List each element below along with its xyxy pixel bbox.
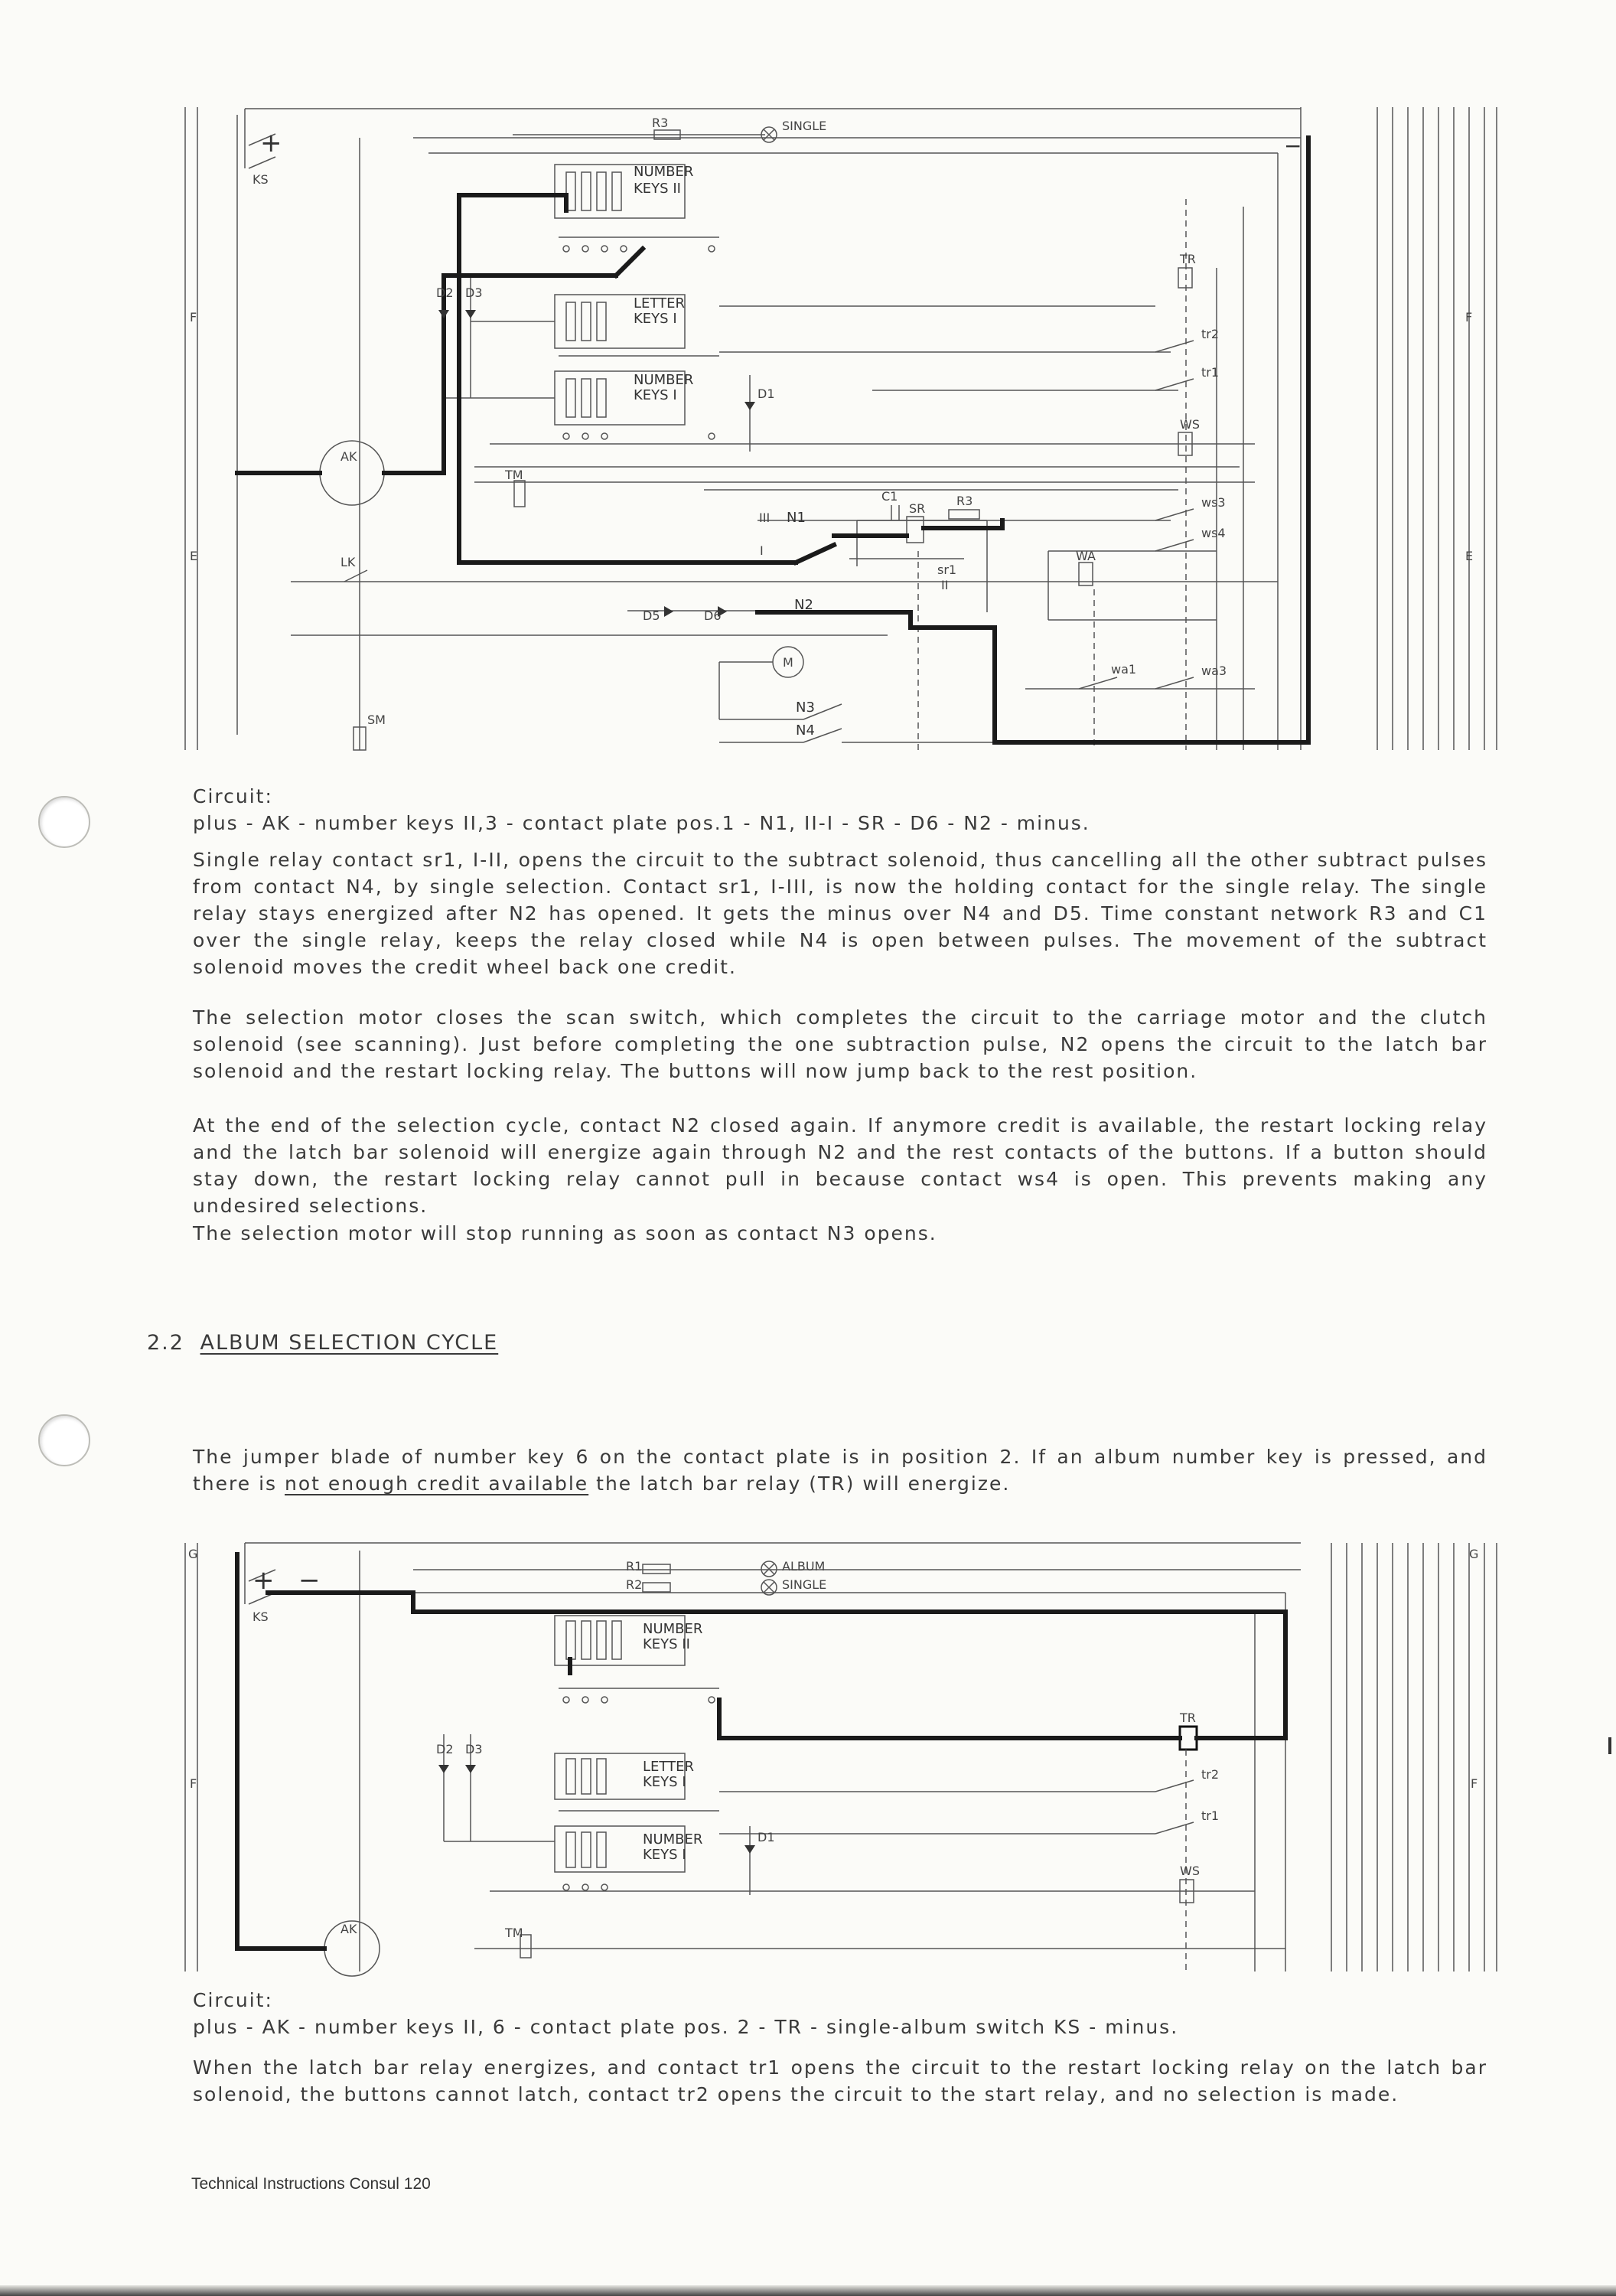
d1-f-left-label: F: [190, 310, 197, 325]
d1-e-right-label: E: [1465, 549, 1474, 563]
d1-ak-label: AK: [340, 449, 357, 464]
d1-d3-label: D3: [465, 285, 483, 300]
edge-mark: [1608, 1737, 1611, 1754]
circuit-description-2: [193, 1987, 1487, 2040]
circuit-diagram-single-selection: [184, 92, 1500, 765]
d1-ii-label: II: [941, 578, 949, 592]
d1-c1-label: C1: [881, 489, 898, 504]
d2-g-right-label: G: [1469, 1547, 1479, 1561]
d1-sr-label: SR: [909, 501, 926, 516]
explanation-paragraph-4: The selection motor will stop running as soon as contact N3 opens.: [193, 1222, 937, 1244]
explanation-paragraph-2: The selection motor closes the scan switch, which completes the circuit to the carriage motor and the clutch solenoid (see scanning). Just before completing the one subtraction pulse, N2 opens the circuit to the latch bar solenoid and the restart locking relay. The buttons will now jump back to the rest position.: [193, 1006, 1487, 1082]
d1-n4-label: N4: [796, 722, 815, 739]
d1-n3-label: N3: [796, 700, 815, 716]
d2-d1-label: D1: [758, 1830, 775, 1844]
d2-ws-label: WS: [1180, 1864, 1200, 1878]
d2-ks-label: KS: [252, 1609, 269, 1624]
d1-i-label: I: [760, 543, 764, 558]
d1-d1-label: D1: [758, 386, 775, 401]
circuit-label-2: Circuit:: [193, 1989, 273, 2011]
d1-wa3-label: wa3: [1201, 664, 1227, 678]
d2-number-keys-ii-label-2: KEYS II: [643, 1636, 690, 1652]
circuit-path-1: plus - AK - number keys II,3 - contact plate pos.1 - N1, II-I - SR - D6 - N2 - minus.: [193, 812, 1090, 834]
d1-letter-keys-label-1: LETTER: [634, 295, 685, 311]
page-footer: Technical Instructions Consul 120: [191, 2175, 431, 2193]
section-number: 2.2: [147, 1331, 184, 1355]
d1-r3-label: R3: [652, 116, 669, 130]
d1-wa1-label: wa1: [1111, 662, 1137, 677]
d2-letter-keys-label-1: LETTER: [643, 1759, 694, 1775]
d2-number-keys-i-label-2: KEYS I: [643, 1847, 686, 1863]
d2-r2-label: R2: [626, 1577, 643, 1592]
d2-plus-label: +: [252, 1565, 275, 1596]
d2-tr2-label: tr2: [1201, 1767, 1220, 1782]
d2-tr1-label: tr1: [1201, 1808, 1220, 1823]
d1-single-label: SINGLE: [782, 119, 827, 133]
d1-tm-label: TM: [505, 468, 523, 482]
d1-number-keys-i-label-1: NUMBER: [634, 372, 694, 388]
d2-number-keys-i-label-1: NUMBER: [643, 1831, 703, 1848]
d1-number-keys-ii-label-2: KEYS II: [634, 181, 681, 197]
circuit-diagram-album-selection: [184, 1535, 1500, 1978]
d1-e-left-label: E: [190, 549, 198, 563]
circuit-label-1: Circuit:: [193, 785, 273, 807]
d2-letter-keys-label-2: KEYS I: [643, 1774, 686, 1790]
d1-d6-label: D6: [704, 608, 722, 623]
d2-ak-label: AK: [340, 1922, 357, 1936]
d1-m-label: M: [783, 655, 793, 670]
d1-ws4-label: ws4: [1201, 526, 1226, 540]
d1-d5-label: D5: [643, 608, 660, 623]
d1-plus-label: +: [260, 128, 282, 158]
d1-number-keys-i-label-2: KEYS I: [634, 387, 677, 403]
d2-r1-label: R1: [626, 1559, 643, 1574]
circuit-description-1: [193, 783, 1487, 837]
d1-ws3-label: ws3: [1201, 495, 1226, 510]
d1-d2-label: D2: [436, 285, 454, 300]
circuit-path-2: plus - AK - number keys II, 6 - contact plate pos. 2 - TR - single-album switch KS - minus.: [193, 2016, 1179, 2038]
d2-f-right-label: F: [1471, 1776, 1478, 1791]
d2-g-left-label: G: [188, 1547, 198, 1561]
d2-d3-label: D3: [465, 1742, 483, 1756]
d2-d2-label: D2: [436, 1742, 454, 1756]
underlined-phrase: not enough credit available: [285, 1473, 589, 1495]
d1-lk-label: LK: [340, 555, 356, 569]
d2-minus-label: −: [298, 1565, 321, 1596]
punch-hole-bottom: [38, 1414, 90, 1466]
d1-number-keys-ii-label-1: NUMBER: [634, 164, 694, 180]
explanation-paragraph-3: At the end of the selection cycle, contact N2 closed again. If anymore credit is available, the restart locking relay and the latch bar solenoid will energize again through N2 and the rest contacts of the buttons. If a button should stay down, the restart locking relay cannot pull in because contact ws4 is open. This prevents making any undesired selections.: [193, 1114, 1487, 1217]
section-title: ALBUM SELECTION CYCLE: [200, 1331, 499, 1355]
d2-single-label: SINGLE: [782, 1577, 827, 1592]
d1-wa-label: WA: [1076, 549, 1096, 563]
d2-f-left-label: F: [190, 1776, 197, 1791]
d2-tm-label: TM: [505, 1926, 523, 1940]
latch-relay-paragraph: When the latch bar relay energizes, and contact tr1 opens the circuit to the restart locking relay on the latch bar solenoid, the buttons cannot latch, contact tr2 opens the circuit to the start relay, and no selection is made.: [193, 2056, 1487, 2105]
d1-r3b-label: R3: [956, 494, 973, 508]
album-intro-paragraph: The jumper blade of number key 6 on the contact plate is in position 2. If an album number key is pressed, and there is not enough credit available the latch bar relay (TR) will energize.: [193, 1446, 1487, 1495]
d1-sm-label: SM: [367, 713, 386, 727]
d2-album-label: ALBUM: [782, 1559, 826, 1574]
punch-hole-top: [38, 796, 90, 848]
d1-iii-label: III: [759, 510, 771, 525]
d1-tr1-label: tr1: [1201, 365, 1220, 380]
d1-minus-label: −: [1284, 133, 1302, 158]
explanation-paragraph-1: Single relay contact sr1, I-II, opens the circuit to the subtract solenoid, thus cancelling all the other subtract pulses from contact N4, by single selection. Contact sr1, I-III, is now the holding contact for the single relay. The single relay stays energized after N2 has opened. It gets the minus over N4 and D5. Time constant network R3 and C1 over the single relay, keeps the relay closed while N4 is open between pulses. The movement of the subtract solenoid moves the credit wheel back one credit.: [193, 849, 1487, 978]
d1-f-right-label: F: [1465, 310, 1473, 325]
section-heading: [147, 1329, 498, 1356]
bottom-edge-shadow: [0, 2285, 1616, 2296]
d1-n1-label: N1: [787, 510, 806, 526]
d1-ws-label: WS: [1180, 417, 1200, 432]
d2-number-keys-ii-label-1: NUMBER: [643, 1621, 703, 1637]
d1-ks-label: KS: [252, 172, 269, 187]
d1-tr-label: TR: [1180, 252, 1196, 266]
d1-tr2-label: tr2: [1201, 327, 1220, 341]
d2-tr-label: TR: [1180, 1711, 1196, 1725]
d1-sr1-label: sr1: [937, 563, 957, 577]
d1-letter-keys-label-2: KEYS I: [634, 311, 677, 327]
d1-n2-label: N2: [794, 597, 813, 613]
